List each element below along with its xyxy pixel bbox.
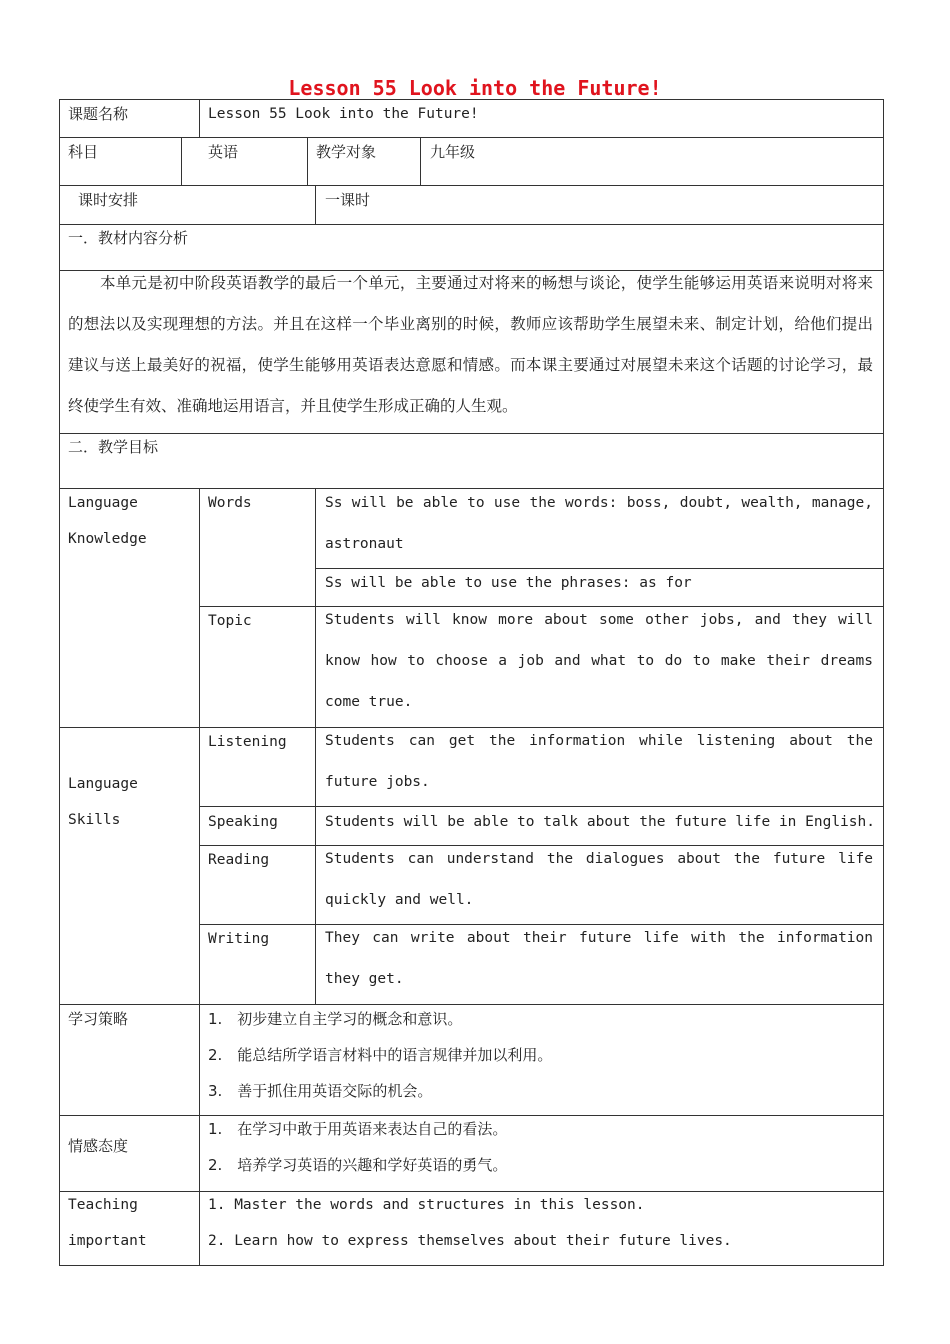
attitude-item-1: 1. 在学习中敢于用英语来表达自己的看法。 (208, 1120, 508, 1138)
strategy-item-1: 1. 初步建立自主学习的概念和意识。 (208, 1010, 463, 1028)
reading-label: Reading (208, 852, 270, 868)
objectives-heading: 二．教学目标 (68, 438, 159, 456)
attitude-label: 情感态度 (68, 1137, 129, 1155)
speaking-text: Students will be able to talk about the future life in English. (325, 814, 875, 830)
important-item-1: 1. Master the words and structures in this lesson. (208, 1197, 645, 1213)
row-objectives-heading (59, 433, 884, 489)
topic-text: Students will know more about some other jobs, and they will know how to choose a job and what to do to make their dreams come true. (325, 612, 873, 710)
topic-label: 课题名称 (68, 105, 129, 123)
words-text: Ss will be able to use the words: boss, doubt, wealth, manage, astronaut (325, 495, 873, 552)
analysis-paragraph: 本单元是初中阶段英语教学的最后一个单元，主要通过对将来的畅想与谈论，使学生能够运用英语来说明对将来的想法以及实现理想的方法。并且在这样一个毕业离别的时候，教师应该帮助学生展望未来、制定计划，给他们提出建议与送上最美好的祝福，使学生能够用英语表达意愿和情感。而本课主要通过对展望未来这个话题的讨论学习，最终使学生有效、准确地运用语言，并且使学生形成正确的人生观。 (68, 274, 873, 415)
row-schedule (59, 185, 884, 225)
important-label-2: important (68, 1233, 147, 1249)
subject-value: 英语 (208, 143, 239, 161)
knowledge-label-1: Language (68, 495, 138, 511)
skills-label-2: Skills (68, 812, 121, 828)
topic-sub-label: Topic (208, 613, 252, 629)
important-item-2: 2. Learn how to express themselves about their future lives. (208, 1233, 732, 1249)
analysis-heading: 一．教材内容分析 (68, 229, 189, 247)
strategy-item-3: 3. 善于抓住用英语交际的机会。 (208, 1082, 433, 1100)
important-label-1: Teaching (68, 1197, 138, 1213)
reading-text: Students can understand the dialogues about the future life quickly and well. (325, 851, 873, 908)
audience-label: 教学对象 (316, 143, 377, 161)
schedule-value: 一课时 (325, 191, 371, 209)
strategy-label: 学习策略 (68, 1010, 129, 1028)
knowledge-label-2: Knowledge (68, 531, 147, 547)
schedule-label: 课时安排 (78, 191, 139, 209)
subject-label: 科目 (68, 143, 99, 161)
listening-text: Students can get the information while listening about the future jobs. (325, 733, 873, 790)
words-label: Words (208, 495, 252, 511)
listening-label: Listening (208, 734, 287, 750)
attitude-item-2: 2. 培养学习英语的兴趣和学好英语的勇气。 (208, 1156, 508, 1174)
phrases-text: Ss will be able to use the phrases: as for (325, 575, 692, 591)
audience-value: 九年级 (430, 143, 476, 161)
strategy-item-2: 2. 能总结所学语言材料中的语言规律并加以利用。 (208, 1046, 553, 1064)
speaking-label: Speaking (208, 814, 278, 830)
document-title: Lesson 55 Look into the Future! (288, 76, 662, 100)
writing-text: They can write about their future life with the information they get. (325, 930, 873, 987)
writing-label: Writing (208, 931, 270, 947)
topic-value: Lesson 55 Look into the Future! (208, 106, 479, 122)
skills-label-1: Language (68, 776, 138, 792)
